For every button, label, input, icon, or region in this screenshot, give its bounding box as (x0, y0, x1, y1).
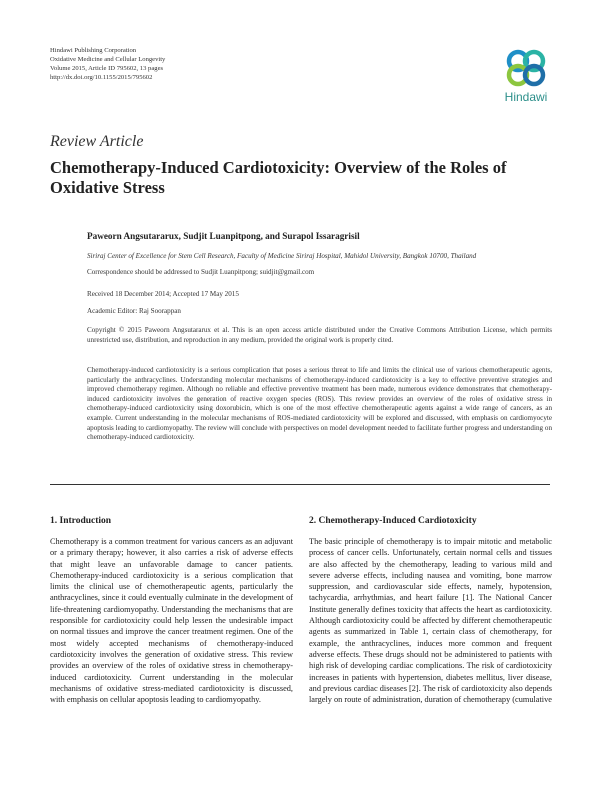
academic-editor: Academic Editor: Raj Soorappan (87, 307, 181, 315)
copyright-notice: Copyright © 2015 Paweorn Angsutararux et al. This is an open access article distributed under the Creative Commons Attribution License, which permits unrestricted use, distribution, and reproduction in any medium, provided the original work is properly cited. (87, 326, 552, 344)
doi-link[interactable]: http://dx.doi.org/10.1155/2015/795602 (50, 74, 153, 81)
intro-heading: 1. Introduction (50, 516, 112, 526)
volume-info: Volume 2015, Article ID 795602, 13 pages (50, 65, 164, 72)
article-title: Chemotherapy-Induced Cardiotoxicity: Overview of the Roles of Oxidative Stress (50, 158, 507, 197)
received-dates: Received 18 December 2014; Accepted 17 May 2015 (87, 290, 239, 298)
hindawi-logo-icon (503, 48, 549, 88)
hindawi-logo (500, 48, 552, 104)
journal-header (50, 46, 165, 82)
chemo-heading: 2. Chemotherapy-Induced Cardiotoxicity (309, 516, 477, 526)
author-list: Paweorn Angsutararux, Sudjit Luanpitpong, and Surapol Issaragrisil (87, 231, 360, 241)
chemo-text: The basic principle of chemotherapy is to impair mitotic and metabolic process of cancer cells. Unfortunately, certain normal cells and tissues are also affected by the chemotherapy, leading to various mild and severe adverse effects, including nausea and vomiting, bone marrow suppression, and cardiovascular side effects, namely, hypotension, tachycardia, arrhythmias, and heart failure [1]. The National Cancer Institute generally defines toxicity that affects the heart as cardiotoxicity. Although cardiotoxicity could be affected by different chemotherapeutic agents as summarized in Table 1, certain class of chemotherapy, for example, the anthracyclines, induces more common and frequent adverse effects. These drugs should not be administered to patients with high risk of developing cardiac complications. The risk of cardiotoxicity increases in patients with hypertension, diabetes mellitus, liver disease, and previous cardiac diseases [2]. The risk of cardiotoxicity also depends largely on route of administration, duration of chemotherapy (cumulative (309, 537, 552, 705)
intro-text: Chemotherapy is a common treatment for various cancers as an adjuvant or a primary therapy; however, it also carries a risk of adverse effects that might leave an unfavorable damage to cancer patients. Chemotherapy-induced cardiotoxicity is a serious complication that limits the clinical use of chemotherapeutic agents, particularly the anthracyclines, since it could eventually culminate in the development of life-threatening cardiomyopathy. Understanding the mechanisms that are responsible for cardiotoxicity could help lessen the undesirable impact on normal tissues and improve the cancer treatment regimen. One of the most widely accepted mechanisms of chemotherapy-induced cardiotoxicity involves the generation of oxidative stress. This review provides an overview of the roles of oxidative stress in chemotherapy-induced cardiotoxicity. Current understanding in the molecular mechanisms of oxidative stress-mediated cardiotoxicity is discussed, with emphasis on cellular apoptosis leading to cardiomyopathy. (50, 537, 293, 705)
section-divider (50, 484, 550, 485)
abstract: Chemotherapy-induced cardiotoxicity is a serious complication that poses a serious threat to life and limits the clinical use of various chemotherapeutic agents, particularly the anthracyclines. Understanding molecular mechanisms of chemotherapy-induced cardiotoxicity is a key to effective preventive strategies and improved chemotherapy regimen. Although no reliable and effective preventive treatment has been made, numerous evidence demonstrates that chemotherapy-induced cardiotoxicity involves the generation of reactive oxygen species (ROS). This review provides an overview of the roles of oxidative stress in chemotherapy-induced cardiotoxicity using doxorubicin, which is one of the most effective chemotherapeutic agents against a wide range of cancers, as an example. Current understanding in the molecular mechanisms of ROS-mediated cardiotoxicity will be explored and discussed, with emphasis on cardiomyocyte apoptosis leading to cardiomyopathy. The review will conclude with perspectives on model development needed to facilitate further progress and understanding on chemotherapy-induced cardiotoxicity. (87, 366, 552, 442)
journal-name: Oxidative Medicine and Cellular Longevity (50, 56, 166, 63)
article-type: Review Article (50, 133, 144, 150)
publisher-name: Hindawi Publishing Corporation (50, 47, 137, 54)
correspondence: Correspondence should be addressed to Sudjit Luanpitpong; suidjit@gmail.com (87, 268, 315, 276)
affiliation: Siriraj Center of Excellence for Stem Cell Research, Faculty of Medicine Siriraj Hospital, Mahidol University, Bangkok 10700, Thailand (87, 252, 477, 260)
hindawi-logo-text: Hindawi (504, 90, 548, 104)
